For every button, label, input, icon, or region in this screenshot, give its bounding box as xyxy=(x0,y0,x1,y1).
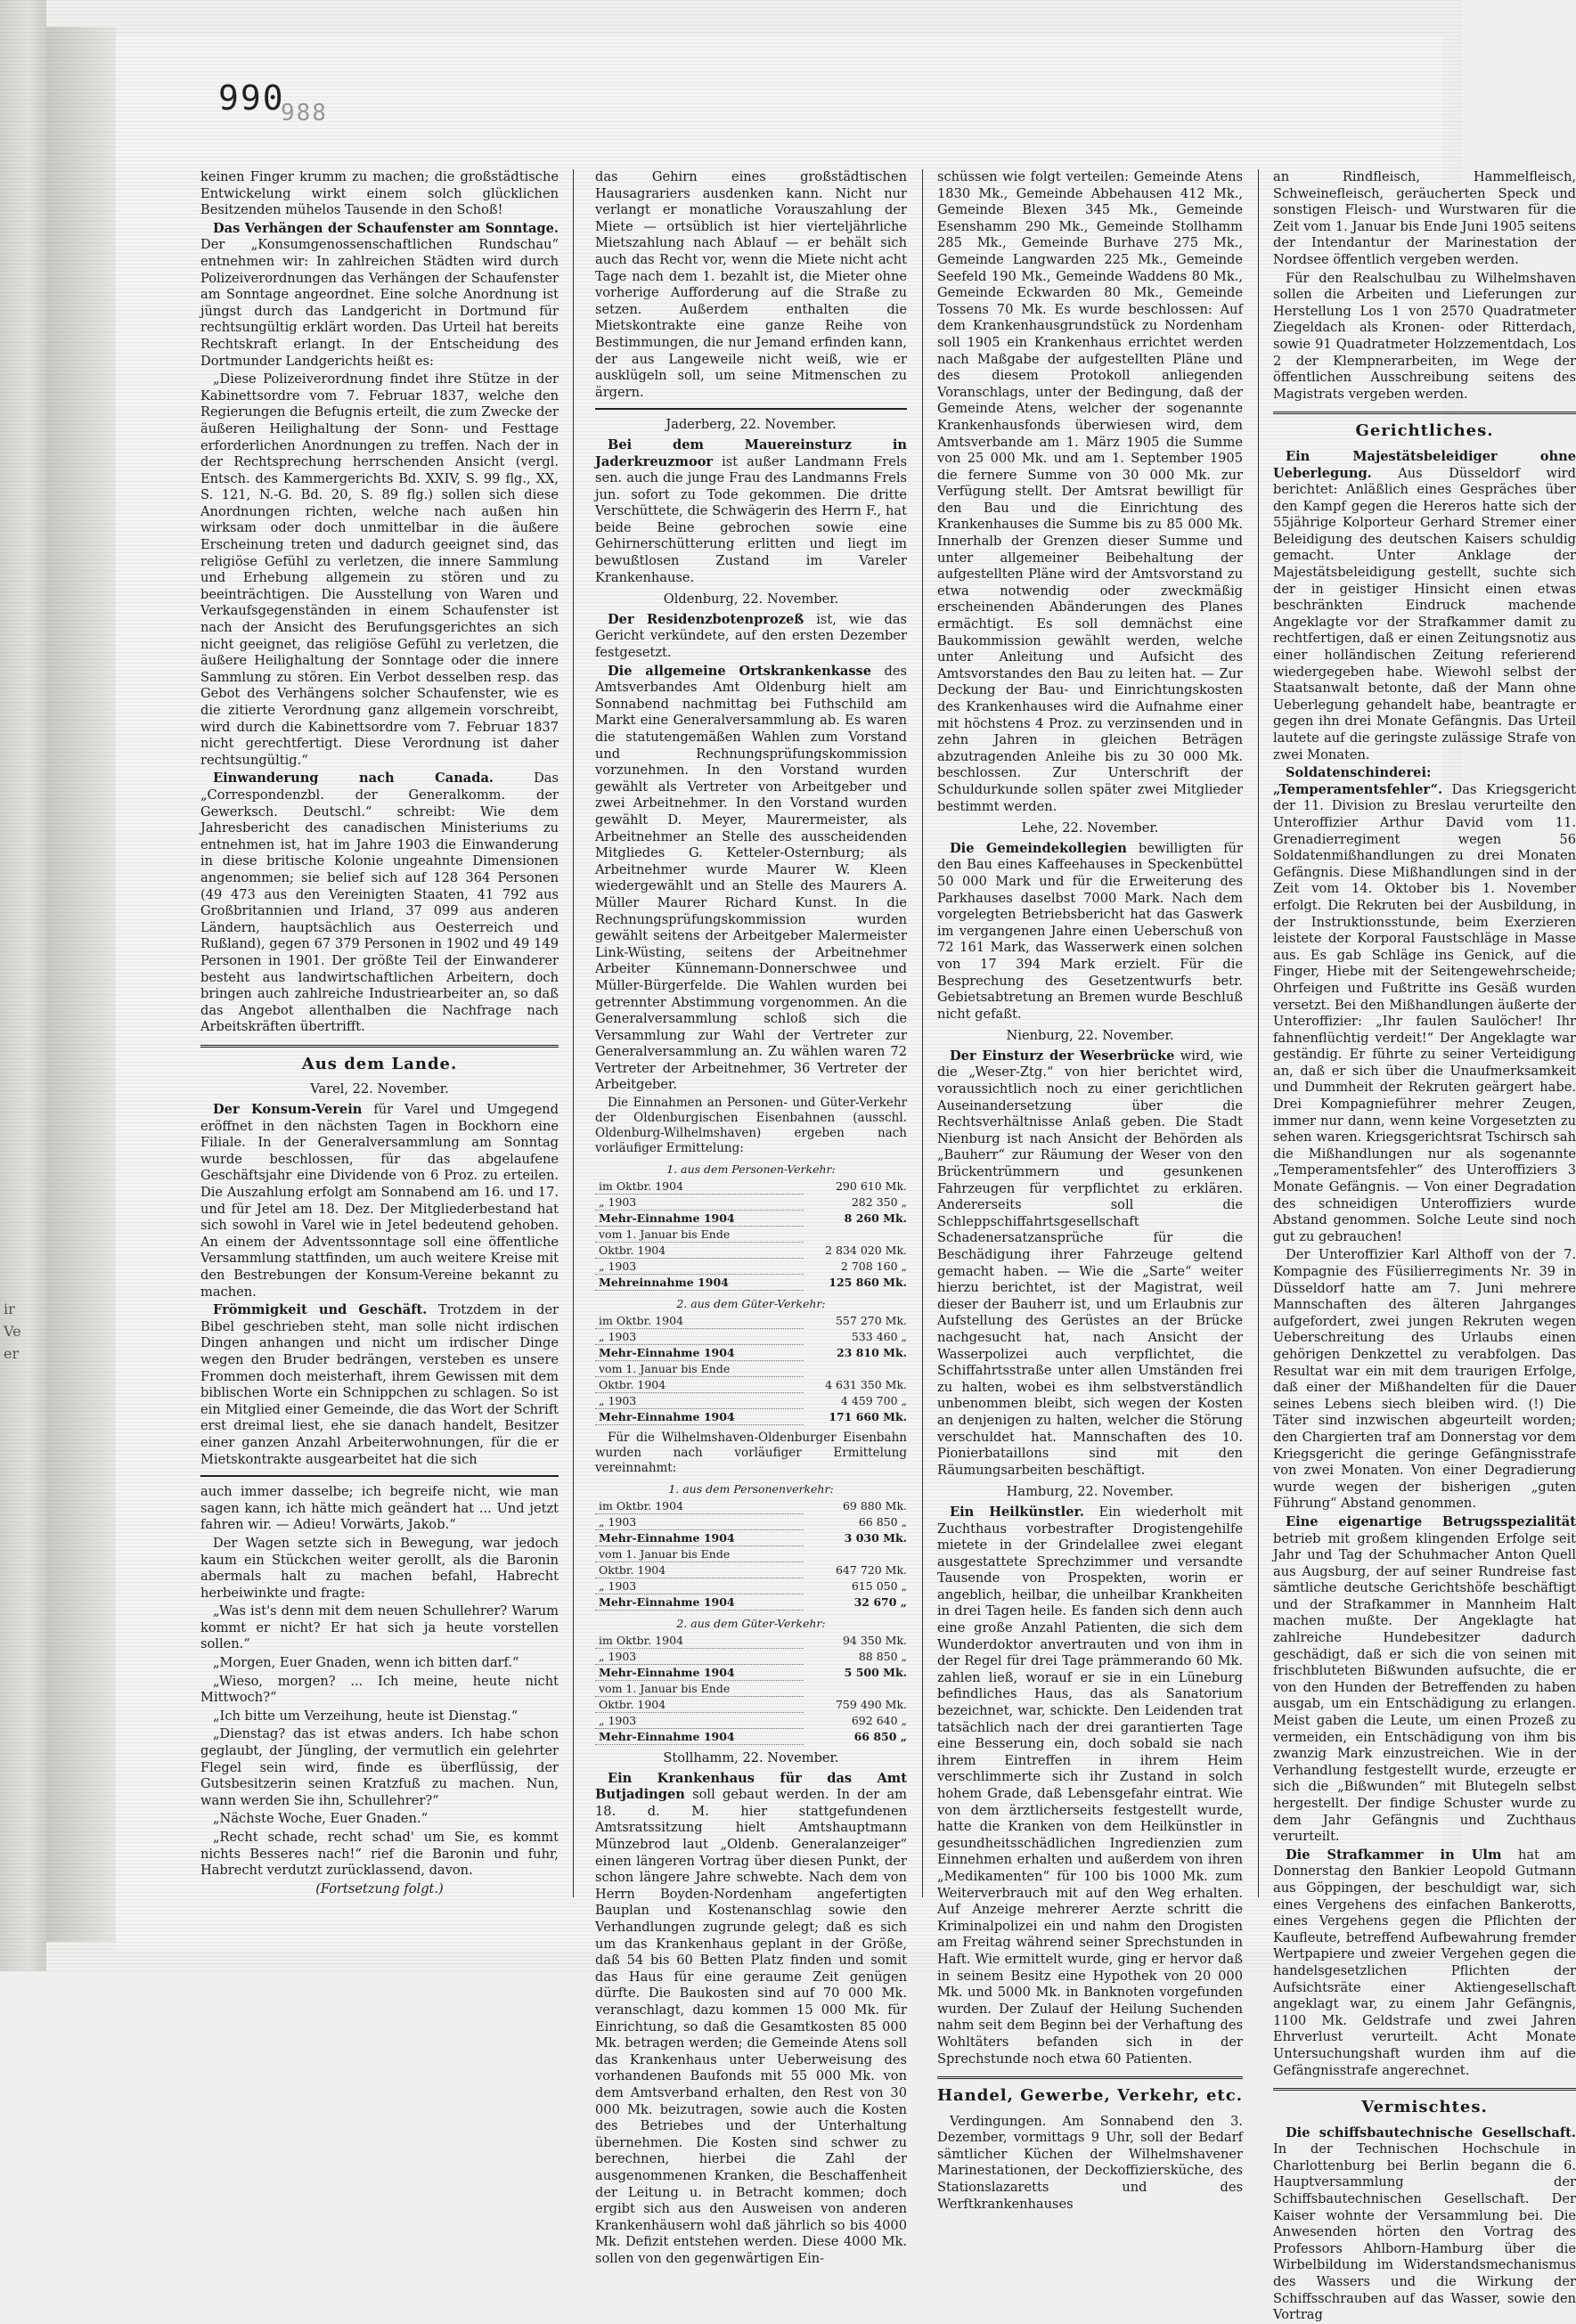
row-label: im Oktbr. 1904 xyxy=(595,1498,804,1514)
article-jaderberg xyxy=(595,437,907,586)
paragraph: Die Einnahmen an Personen- und Güter-Verkehr der Oldenburgischen Eisenbahnen (ausschl. Oldenburg-Wilhelmshaven) ergeben nach vorläufiger Ermittelung: xyxy=(595,1096,907,1156)
row-value: 647 720 Mk. xyxy=(835,1563,907,1578)
article-headline: Die Strafkammer in Ulm xyxy=(1286,1847,1502,1863)
row-value: 66 850 „ xyxy=(858,1515,907,1529)
article-body: Der „Konsumgenossenschaftlichen Rundschau“ entnehmen wir: In zahlreichen Städten wird durch Polizeiverordnungen das Verhängen der Schaufenster am Sonntage angeordnet. Eine solche Anordnung ist jüngst durch das Landgericht in Dortmund für rechtsungültig erklärt worden. Das Urteil hat bereits Rechtskraft erlangt. In der Entscheidung des Dortmunder Landgerichts heißt es: xyxy=(200,237,559,369)
article-headline: Ein Krankenhaus für das Amt Butjadingen xyxy=(595,1770,907,1803)
table-row xyxy=(595,1498,907,1514)
article-body: ist außer Landmann Frels sen. auch die junge Frau des Landmanns Frels jun. sofort zu Tode gekommen. Die dritte Verschüttete, die Schwägerin des Herrn F., hat beide Beine gebrochen sowie eine Gehirnerschütterung erlitten und liegt im bewußtlosen Zustand im Vareler Krankenhause. xyxy=(595,453,908,585)
row-label: im Oktbr. 1904 xyxy=(595,1633,804,1649)
article-headline: Die allgemeine Ortskrankenkasse xyxy=(608,663,872,679)
table-row xyxy=(595,1345,907,1361)
row-label: „ 1903 xyxy=(595,1578,804,1594)
row-label: „ 1903 xyxy=(595,1514,804,1530)
row-value: 282 350 „ xyxy=(851,1195,907,1210)
spine-fragment: Ve xyxy=(4,1323,21,1340)
table-heading: 2. aus dem Güter-Verkehr: xyxy=(676,1617,826,1631)
article-body: hat am Donnerstag den Bankier Leopold Gutmann aus Göppingen, der beschuldigt war, sich eines Vergehens des einfachen Bankerotts, eines Vergehens gegen die Pflichten der Kaufleute, betreffend Aufbewahrung fremder Wertpapiere und zweier Vergehen gegen die handelsgesetzlichen Pflichten der Aufsichtsräte einer Aktiengesellschaft angeklagt war, zu einem Jahr Gefängnis, 1100 Mk. Geldstrafe und zwei Jahren Ehrverlust verurteilt. Acht Monate Untersuchungshaft wurden ihm auf die Gefängnisstrafe angerechnet. xyxy=(1273,1847,1576,2078)
feuilleton-paragraph: „Wieso, morgen? ... Ich meine, heute nicht Mittwoch?“ xyxy=(200,1673,559,1706)
column-4 xyxy=(1273,169,1576,2323)
article-headline: Die schiffsbautechnische Gesellschaft. xyxy=(1286,2124,1576,2141)
column-rule xyxy=(922,169,923,1897)
page-edge-shadow xyxy=(46,27,116,1942)
row-value: 66 850 „ xyxy=(853,1730,907,1744)
table-row xyxy=(595,1361,907,1377)
dateline: Stollhamm, 22. November. xyxy=(663,1750,839,1766)
article-body: In der Technischen Hochschule in Charlottenburg bei Berlin begann die 6. Hauptversammlung der Schiffsbautechnischen Gesellschaft. Der Kaiser wohnte der Versammlung bei. Die Anwesenden hörten den Vortrag des Professors Ahlborn-Hamburg über die Wirbelbildung im Widerstandsmechanismus des Wassers und die Wirkung der Schiffsschrauben auf das Wasser, sowie den Vortrag xyxy=(1273,2141,1576,2323)
table-row xyxy=(595,1329,907,1345)
article-headline: Die Gemeindekollegien xyxy=(950,840,1127,856)
article-lehe xyxy=(937,841,1243,1023)
row-value: 3 030 Mk. xyxy=(844,1531,907,1545)
column-3 xyxy=(937,169,1244,2212)
paragraph: an Rindfleisch, Hammelfleisch, Schweinefleisch, geräucherten Speck und sonstigen Fleisch- und Wurstwaren für die Zeit vom 1. Januar bis Ende Juni 1905 seitens der Intendantur der Marinestation der Nordsee öffentlich vergeben werden. xyxy=(1273,169,1576,267)
section-heading: Gerichtliches. xyxy=(1355,421,1494,441)
row-label: „ 1903 xyxy=(595,1195,804,1211)
row-label: Oktbr. 1904 xyxy=(595,1697,804,1713)
book-binding xyxy=(0,0,46,1971)
revenue-table-wilh-gueter xyxy=(595,1616,907,1745)
paragraph: Für den Realschulbau zu Wilhelmshaven sollen die Arbeiten und Lieferungen zur Herstellung Los 1 von 2570 Quadratmeter Ziegeldach als Kronen- oder Ritterdach, sowie 91 Quadratmeter Holzzementdach, Los 2 der Klempnerarbeiten, im Wege der öffentlichen Ausschreibung seitens des Magistrats vergeben werden. xyxy=(1273,270,1576,402)
table-row xyxy=(595,1729,907,1745)
dateline: Hamburg, 22. November. xyxy=(1006,1484,1174,1500)
table-row xyxy=(595,1211,907,1227)
row-value xyxy=(809,1361,907,1377)
table-row xyxy=(595,1178,907,1195)
row-label: „ 1903 xyxy=(595,1329,804,1345)
row-label: Mehr-Einnahme 1904 xyxy=(595,1665,804,1681)
section-heading: Handel, Gewerbe, Verkehr, etc. xyxy=(937,2086,1243,2106)
row-label: vom 1. Januar bis Ende xyxy=(595,1227,804,1243)
article-headline: Der Einsturz der Weserbrücke xyxy=(950,1048,1175,1064)
article-body: betrieb mit großem klingenden Erfolge seit Jahr und Tag der Schuhmacher Anton Quell aus Augsburg, der auf seiner Rundreise fast sämtliche deutsche Gerichtshöfe beschäftigt und der Strafkammer in Mannheim Halt machen mußte. Der Angeklagte hat zahlreiche Hundebesitzer dadurch geschädigt, daß er sich die von seinen mit frischbluteten Bißwunden aufsuchte, die er von den Hunden der Betreffenden zu haben ausgab, um ein Entschädigung zu erlangen. Meist gaben die Leute, um einen Prozeß zu vermeiden, ein Entschädigung von ihm bis zwanzig Mark einzustreichen. Wie in der Verhandlung festgestellt wurde, erzeugte er sich die „Bißwunden“ mit Blutegeln selbst hergestellt. Der findige Schuster wurde zu dem Jahr Gefängnis und Zuchthaus verurteilt. xyxy=(1273,1530,1576,1845)
table-row xyxy=(595,1313,907,1329)
article-body: soll gebaut werden. In der am 18. d. M. hier stattgefundenen Amtsratssitzung hielt Amtshauptmann Münzebrod laut „Oldenb. Generalanzeiger“ einen längeren Vortrag über diesen Punkt, der schon längere Jahre schwebte. Nach dem von Herrn Boyden-Nordenham angefertigten Bauplan und Kostenanschlag sowie den Verhandlungen zugrunde gelegt; daß es sich um das Krankenhaus geplant in der Größe, daß 54 bis 60 Betten Platz finden und somit das Haus für eine geraume Zeit genügen dürfte. Die Baukosten sind auf 70 000 Mk. veranschlagt, dazu kommen 15 000 Mk. für Einrichtung, so daß die Gesamtkosten 85 000 Mk. betragen werden; die Gemeinde Atens soll das Krankenhaus unter Ueberweisung des vorhandenen Baufonds mit 55 000 Mk. von dem Amtsverband erhalten, den Rest von 30 000 Mk. beizutragen, sowie auch die Kosten des Betriebes und der Unterhaltung übernehmen. Die Kosten sind schwer zu berechnen, hierbei die Zahl der ausgenommenen Kranken, die Beschaffenheit der Leitung u. in Betracht kommen; doch ergibt sich aus den Ausweisen von anderen Krankenhäusern wohl daß jährlich so bis 4000 Mk. Defizit entstehen werden. Diese 4000 Mk. sollen von den gegenwärtigen Ein- xyxy=(595,1787,908,2266)
row-value: 615 050 „ xyxy=(851,1579,907,1594)
feuilleton-divider xyxy=(200,1475,559,1477)
article-schaufenster xyxy=(200,221,559,370)
row-label: vom 1. Januar bis Ende xyxy=(595,1681,804,1697)
section-heading: Aus dem Lande. xyxy=(301,1054,458,1073)
article-body: bewilligten für den Bau eines Kaffeehauses in Speckenbüttel 50 000 Mark und für die Erweiterung des Parkhauses daselbst 7000 Mark. Nach dem vorgelegten Betriebsbericht hat das Gaswerk im vergangenen Jahre einen Ueberschuß von 72 161 Mark, das Wasserwerk einen solchen von 17 394 Mark erzielt. Für die Besprechung des Gesetzentwurfs betr. Gebietsabtretung an Bremen wurde Beschluß nicht gefaßt. xyxy=(937,840,1244,1022)
table-heading: 1. aus dem Personen-Verkehr: xyxy=(666,1162,836,1177)
article-body: des Amtsverbandes Amt Oldenburg hielt am Sonnabend nachmittag bei Futhschild am Markt eine Generalversammlung ab. Es waren die statutengemäßen Wahlen zum Vorstand und Rechnungsprüfungskommission vorzunehmen. In den Vorstand wurden gewählt als Vertreter von Arbeitgeber und zwei Arbeitnehmer. In den Vorstand wurden gewählt D. Meyer, Maurermeister, als Arbeitnehmer an Stelle des ausscheidenden Mitgliedes G. Ketteler-Osternburg; als Arbeitnehmer wurde Maurer W. Kleen wiedergewählt und an Stelle des Maurers A. Müller Maurer Richard Kunst. In die Rechnungsprüfungskommission wurden gewählt seitens der Arbeitgeber Malermeister Link-Wüsting, seitens der Arbeitnehmer Arbeiter Künnemann-Donnerschwee und Müller-Bürgerfelde. Die Wahlen wurden bei getrennter Abstimmung vorgenommen. An die Generalversammlung schloß sich die Versammlung zur Wahl der Vertreter zur Generalversammlung an. Zu wählen waren 72 Vertreter der Arbeitnehmer, 36 Vertreter der Arbeitgeber. xyxy=(595,663,907,1093)
section-heading: Vermischtes. xyxy=(1361,2098,1488,2117)
table-row xyxy=(595,1259,907,1275)
article-ortskrankenkasse xyxy=(595,664,907,1094)
table-row xyxy=(595,1633,907,1649)
table-row xyxy=(595,1665,907,1681)
row-label: „ 1903 xyxy=(595,1713,804,1729)
article-canada xyxy=(200,771,559,1036)
article-schiffbau xyxy=(1273,2125,1576,2324)
feuilleton-paragraph: „Ich bitte um Verzeihung, heute ist Dienstag.“ xyxy=(213,1708,519,1724)
revenue-table-personen xyxy=(595,1162,907,1291)
row-label: Mehreinnahme 1904 xyxy=(595,1275,804,1291)
article-headline: Ein Majestätsbeleidiger ohne Ueberlegung. xyxy=(1273,448,1576,481)
column-1 xyxy=(200,169,559,1906)
feuilleton-paragraph: „Nächste Woche, Euer Gnaden.“ xyxy=(213,1811,429,1827)
row-value xyxy=(809,1681,907,1697)
row-value: 4 631 350 Mk. xyxy=(825,1378,907,1392)
dateline: Jaderberg, 22. November. xyxy=(666,417,837,433)
paragraph: schüssen wie folgt verteilen: Gemeinde Atens 1830 Mk., Gemeinde Abbehausen 412 Mk., Gemeinde Blexen 345 Mk., Gemeinde Esenshamm 290 Mk., Gemeinde Stollhamm 285 Mk., Gemeinde Burhave 275 Mk., Gemeinde Langwarden 225 Mk., Gemeinde Seefeld 190 Mk., Gemeinde Waddens 80 Mk., Gemeinde Eckwarden 80 Mk., Gemeinde Tossens 70 Mk. Es wurde beschlossen: Auf dem Krankenhausgrundstück zu Nordenham soll 1905 ein Krankenhaus errichtet werden nach Maßgabe der aufgestellten Pläne und des diesem Protokoll anliegenden Voranschlags, unter der Bedingung, daß der Gemeinde Atens, welcher der sogenannte Krankenhausfonds überwiesen wird, dem Amtsverbande am 1. März 1905 die Summe von 25 000 Mk. und am 1. September 1905 die fernere Summe von 30 000 Mk. zur Verfügung stellt. Der Amtsrat bewilligt für den Bau und die Einrichtung des Krankenhauses die Summe bis zu 85 000 Mk. Innerhalb der Grenzen dieser Summe und unter allgemeiner Beibehaltung der aufgestellten Pläne wird der Amtsvorstand zu etwa notwendig oder zweckmäßig erscheinenden Abänderungen des Planes ermächtigt. Es soll demnächst eine Baukommission gewählt werden, welche unter Anleitung und Aufsicht des Amtsvorstandes den Bau zu leiten hat. — Zur Deckung der Bau- und Einrichtungskosten des Krankenhauses wird die Aufnahme einer mit höchstens 4 Proz. zu verzinsenden und in zehn Jahren in gleichen Beträgen abzutragenden Anleihe bis zu 30 000 Mk. beschlossen. Zur Unterschrift der Schuldurkunde sollen später zwei Mitglieder bestimmt werden. xyxy=(937,169,1243,814)
row-label: vom 1. Januar bis Ende xyxy=(595,1361,804,1377)
row-value: 94 350 Mk. xyxy=(842,1634,907,1648)
section-divider xyxy=(1273,412,1576,414)
article-headline: Der Konsum-Verein xyxy=(213,1102,363,1118)
paragraph: keinen Finger krumm zu machen; die großstädtische Entwickelung wirkt einem solch glücklichen Besitzenden mühelos Tausende in den Schoß! xyxy=(200,169,559,218)
section-divider xyxy=(1273,2088,1576,2091)
row-value: 171 660 Mk. xyxy=(829,1410,907,1424)
row-label: Oktbr. 1904 xyxy=(595,1243,804,1259)
row-value: 32 670 „ xyxy=(853,1595,907,1610)
column-2 xyxy=(595,169,908,2266)
dateline: Nienburg, 22. November. xyxy=(1006,1028,1174,1044)
feuilleton-paragraph: Der Wagen setzte sich in Bewegung, war jedoch kaum ein Stückchen weiter gerollt, als die Baronin abermals halt zu machen befahl, Habrecht herbeiwinkte und fragte: xyxy=(200,1535,559,1601)
article-headline: Das Verhängen der Schaufenster am Sonntage. xyxy=(213,220,559,236)
article-froemmigkeit xyxy=(200,1302,559,1468)
article-body: Das Kriegsgericht der 11. Division zu Breslau verurteilte den Unteroffizier Arthur David vom 11. Grenadierregiment wegen 56 Soldatenmißhandlungen zu drei Monaten Gefängnis. Diese Mißhandlungen sind in der Zeit vom 14. Oktober bis 1. November erfolgt. Die Rekruten bei der Ausbildung, in der Instruktionsstunde, beim Exerzieren leistete der Korporal Faustschläge in Masse aus. Es gab Schläge ins Genick, auf die Finger, Hiebe mit der Seitengewehrscheide; Ohrfeigen und Fußtritte ins Gesäß wurden versetzt. Bei den Mißhandlungen äußerte der Unteroffizier: „Ihr faulen Saulöcher! Ihr fahnenflüchtig verdeit!“ Der Angeklagte war geständig. Er führte zu seiner Verteidigung an, daß er sich über die Unaufmerksamkeit und Dummheit der Rekruten geärgert habe. Drei Kompagnieführer mehrer Zeugen, immer nur dann, wenn keine Vorgesetzten zu sehen waren. Kriegsgerichtsrat Tschirsch sah die Mißhandlungen nur als sogenannte „Temperamentsfehler“ des Unteroffiziers 3 Monate Gefängnis. — Von einer Degradation des schneidigen Unteroffiziers wurde Abstand genommen. Solche Leute sind noch gut zu gebrauchen! xyxy=(1273,781,1576,1244)
row-value: 125 860 Mk. xyxy=(829,1276,907,1290)
row-label: Mehr-Einnahme 1904 xyxy=(595,1594,804,1610)
article-nienburg xyxy=(937,1048,1243,1479)
row-label: Oktbr. 1904 xyxy=(595,1562,804,1578)
row-label: Mehr-Einnahme 1904 xyxy=(595,1409,804,1425)
row-value: 23 810 Mk. xyxy=(836,1346,907,1360)
article-headline: Soldatenschinderei: „Temperamentsfehler“. xyxy=(1273,765,1443,797)
article-stollhamm xyxy=(595,1771,907,2268)
row-label: vom 1. Januar bis Ende xyxy=(595,1546,804,1562)
table-row xyxy=(595,1377,907,1393)
article-betrug xyxy=(1273,1514,1576,1846)
article-body: Aus Düsseldorf wird berichtet: Anläßlich eines Gespräches über den Kampf gegen die Hereros hatte sich der 55jährige Kolporteur Gerhard Stremer einer Beleidigung des deutschen Kaisers schuldig gemacht. Unter Anklage der Majestätsbeleidigung gestellt, suchte sich der in geistiger Hinsicht einen etwas beschränkten Eindruck machende Angeklagte vor der Strafkammer damit zu rechtfertigen, daß er einen Zeitungsnotiz aus einer holländischen Zeitung referierend wiedergegeben habe. Wiewohl selbst der Staatsanwalt betonte, daß der Mann ohne Ueberlegung gehandelt habe, beantragte er gegen ihn drei Monate Gefängnis. Das Urteil lautete auf die geringste zulässige Strafe von zwei Monaten. xyxy=(1273,465,1576,762)
article-headline: Eine eigenartige Betrugsspezialität xyxy=(1286,1513,1576,1529)
article-hamburg xyxy=(937,1504,1243,2067)
page-number: 990 xyxy=(218,78,285,118)
revenue-table-gueter xyxy=(595,1296,907,1425)
article-ulm xyxy=(1273,1847,1576,2079)
feuilleton-paragraph: „Recht schade, recht schad' um Sie, es kommt nichts Besseres nach!“ rief die Baronin und fuhr, Habrecht verdutzt zurücklassend, davon. xyxy=(200,1830,559,1879)
table-row xyxy=(595,1227,907,1243)
row-value: 2 834 020 Mk. xyxy=(825,1244,907,1258)
table-heading: 1. aus dem Personenverkehr: xyxy=(668,1482,834,1496)
row-value xyxy=(809,1227,907,1243)
row-value: 759 490 Mk. xyxy=(835,1698,907,1712)
row-label: Mehr-Einnahme 1904 xyxy=(595,1345,804,1361)
article-soldaten xyxy=(1273,765,1576,1245)
article-majestaet xyxy=(1273,449,1576,763)
row-value: 5 500 Mk. xyxy=(844,1666,907,1680)
continuation-note: (Fortsetzung folgt.) xyxy=(315,1880,444,1896)
row-label: „ 1903 xyxy=(595,1649,804,1665)
table-row xyxy=(595,1275,907,1291)
row-value: 557 270 Mk. xyxy=(835,1314,907,1328)
feuilleton xyxy=(200,1484,559,1897)
article-headline: Bei dem Mauereinsturz in Jaderkreuzmoor xyxy=(595,436,907,469)
article-body: für Varel und Umgegend eröffnet in den nächsten Tagen in Bockhorn eine Filiale. In der Generalversammlung am Sonntag wurde beschlossen, für das abgelaufene Geschäftsjahr eine Dividende von 6 Proz. zu erteilen. Die Auszahlung erfolgt am Sonnabend am 16. und 17. und für Jetel am 18. Dez. Der Mitgliederbestand hat sich sowohl in Varel wie in Jetel bedeutend gehoben. An einem der Adventssonntage soll eine öffentliche Versammlung stattfinden, um auch weitere Kreise mit den Bestrebungen der Konsum-Vereine bekannt zu machen. xyxy=(200,1102,559,1300)
section-divider xyxy=(937,2076,1243,2079)
table-row xyxy=(595,1562,907,1578)
row-value: 533 460 „ xyxy=(851,1330,907,1344)
table-row xyxy=(595,1594,907,1610)
article-headline: Ein Heilkünstler. xyxy=(950,1504,1084,1520)
feuilleton-paragraph: „Was ist's denn mit dem neuen Schullehrer? Warum kommt er nicht? Er hat sich ja heute vorstellen sollen.“ xyxy=(200,1603,559,1652)
table-row xyxy=(595,1578,907,1594)
row-value xyxy=(809,1546,907,1562)
column-rule xyxy=(1258,169,1259,1897)
paragraph: „Diese Polizeiverordnung findet ihre Stütze in der Kabinettsordre vom 7. Februar 1837, welche den Regierungen die Befugnis erteilt, die zum Zwecke der äußeren Heilighaltung der Sonn- und Festtage erforderlichen Anordnungen zu treffen. Nach der in der Rechtsprechung herrschenden Ansicht (vergl. Entsch. des Kammergerichts Bd. XXIV, S. 99 flg., XX, S. 121, N.-G. Bd. 20, S. 89 flg.) sollen sich diese Anordnungen richten, welche nach außen hin wirksam oder doch unmittelbar in die äußere Erscheinung treten und dadurch geeignet sind, das religiöse Gefühl zu verletzen, die innere Sammlung und Erhebung allgemein zu stören und zu beeinträchtigen. Die Ausstellung von Waren und Verkaufsgegenständen in einem Schaufenster ist nach der Ansicht des Berufungsgerichtes an sich nicht geeignet, das religiöse Gefühl zu verletzen, die äußere Heilighaltung der Sonntage oder die innere Sammlung zu stören. Ein Verbot desselben resp. das Gebot des Verhängens solcher Schaufenster, wie es die zitierte Verordnung ganz allgemein vorschreibt, wird durch die Kabinettsordre vom 7. Februar 1837 nicht gerechtfertigt. Diese Verordnung ist daher rechtsungültig.“ xyxy=(200,371,559,768)
dateline: Lehe, 22. November. xyxy=(1021,820,1159,836)
page-number-bleedthrough: 988 xyxy=(281,100,328,126)
row-value: 8 260 Mk. xyxy=(844,1211,907,1226)
article-body: ist, wie das Gericht verkündete, auf den ersten Dezember festgesetzt. xyxy=(595,611,908,661)
feuilleton-paragraph: auch immer dasselbe; ich begreife nicht, wie man sagen kann, ich hätte mich geändert hat ... Und jetzt fahren wir. — Adieu! Vorwärts, Jakob.“ xyxy=(200,1484,559,1533)
row-label: „ 1903 xyxy=(595,1393,804,1409)
column-rule xyxy=(573,169,574,1897)
article-body: Ein wiederholt mit Zuchthaus vorbestrafter Drogistengehilfe mietete in der Grindelallee zwei elegant ausgestattete Sprechzimmer und versandte Tausende von Prospekten, worin er angeblich, heilbar, die unheilbar Krankheiten in drei Tagen heile. Es fanden sich denn auch eine große Anzahl Patienten, die sich dem Wunderdoktor anvertrauten und von ihm in der Regel für drei Tage prämmerando 60 Mk. zahlen ließ, worauf er sie in ein Lüneburg befindliches Haus, das als Sanatorium bezeichnet, war, schickte. Den Leidenden trat tatsächlich nach der drei garantierten Tage eine Besserung ein, doch sobald sie nach ihrem Eintreffen in ihrem Heim verschlimmerte sich ihr Zustand in solch hohem Grade, daß Lebensgefahr eintrat. Wie von dem ärztlicherseits festgestellt wurde, hatte die Kranken von dem Heilkünstler in gesundheitsschädlichen Ingredienzien zum Einnehmen erhalten und außerdem von ihren „Medikamenten“ für 100 bis 1000 Mk. zum Weiterverbrauch mit auf den Weg erhalten. Auf Anzeige mehrerer Aerzte schritt die Kriminalpolizei ein und nahm den Drogisten am Freitag während seiner Sprechstunden in Haft. Wie ermittelt wurde, ging er hervor daß in seinem Besitz eine Hypothek von 20 000 Mk. und 5000 Mk. in Banknoten vorgefunden wurden. Der Zulauf der Heilung Suchenden nahm seit dem Beginn bei der Verhaftung des Wohltäters befanden sich in der Sprechstunde noch etwa 60 Patienten. xyxy=(937,1504,1243,2067)
article-residenz xyxy=(595,612,907,662)
row-value: 88 850 „ xyxy=(858,1650,907,1664)
feuilleton-paragraph: „Morgen, Euer Gnaden, wenn ich bitten darf.“ xyxy=(213,1655,519,1671)
row-value: 692 640 „ xyxy=(851,1714,907,1728)
article-body: wird, wie die „Weser-Ztg.“ von hier berichtet wird, voraussichtlich noch zu einer gerichtlichen Auseinandersetzung über die Rechtsverhältnisse Anlaß geben. Die Stadt Nienburg ist nach Ansicht der Behörden als „Bauherr“ zur Räumung der Weser von den Brückentrümmern und gesunkenen Fahrzeugen für verpflichtet zu erklären. Andererseits soll die Schleppschiffahrtsgesellschaft Schadenersatzansprüche für die Beschädigung ihrer Fahrzeuge geltend gemacht haben. — Wie die „Sarte“ weiter hierzu berichtet, ist der Magistrat, weil dieser der Bauherr ist, und um Erlaubnis zur Aufstellung des Gerüstes an der Brücke nachgesucht hat, nach Ansicht der Wasserpolizei auch verpflichtet, die Schiffahrtsstraße unter allen Umständen frei zu halten, wobei es ihm selbstverständlich unbenommen bleibt, sich wegen der Kosten an denjenigen zu halten, welcher die Störung verschuldet hat. Mannschaften des 10. Pionierbataillons sind mit den Räumungsarbeiten beschäftigt. xyxy=(937,1048,1243,1478)
row-value: 69 880 Mk. xyxy=(842,1499,907,1513)
table-row xyxy=(595,1681,907,1697)
paragraph: Für die Wilhelmshaven-Oldenburger Eisenbahn wurden nach vorläufiger Ermittelung vereinnahmt: xyxy=(595,1431,907,1476)
article-headline: Einwanderung nach Canada. xyxy=(213,771,494,787)
table-row xyxy=(595,1393,907,1409)
article-divider xyxy=(595,408,907,410)
row-value: 2 708 160 „ xyxy=(840,1260,907,1274)
section-divider xyxy=(200,1045,559,1048)
row-label: Mehr-Einnahme 1904 xyxy=(595,1729,804,1745)
row-label: Mehr-Einnahme 1904 xyxy=(595,1530,804,1546)
table-row xyxy=(595,1409,907,1425)
table-heading: 2. aus dem Güter-Verkehr: xyxy=(676,1297,826,1311)
row-value: 290 610 Mk. xyxy=(835,1179,907,1194)
spine-fragment: er xyxy=(4,1345,20,1362)
row-label: Oktbr. 1904 xyxy=(595,1377,804,1393)
paragraph: Verdingungen. Am Sonnabend den 3. Dezember, vormittags 9 Uhr, soll der Bedarf sämtlicher Küchen der Wilhelmshavener Marinestationen, der Deckoffiziersküche, des Stationslazaretts und des Werftkrankenhauses xyxy=(937,2113,1243,2212)
dateline: Oldenburg, 22. November. xyxy=(663,591,839,608)
table-row xyxy=(595,1243,907,1259)
article-konsum xyxy=(200,1102,559,1301)
article-headline: Frömmigkeit und Geschäft. xyxy=(213,1302,428,1318)
feuilleton-paragraph: „Dienstag? das ist etwas anders. Ich habe schon geglaubt, der Jüngling, der vermutlich ein gelehrter Flegel sein wird, finde es überflüssig, der Gutsbesitzerin seinen Kratzfuß zu machen. Nun, wann werden Sie ihn, Schullehrer?“ xyxy=(200,1726,559,1808)
dateline: Varel, 22. November. xyxy=(310,1081,449,1097)
row-value: 4 459 700 „ xyxy=(840,1394,907,1408)
table-row xyxy=(595,1697,907,1713)
paragraph: das Gehirn eines großstädtischen Hausagrariers ausdenken kann. Nicht nur verlangt er monatliche Vorauszahlung der Miete — ortsüblich ist hier vierteljährliche Mietszahlung nach Ablauf — er behält sich auch das Recht vor, wenn die Miete nicht acht Tage nach dem 1. bezahlt ist, die Mieter ohne vorherige Aufforderung auf die Straße zu setzen. Außerdem enthalten die Mietskontrakte eine ganze Reihe von Bestimmungen, die nur Jemand erfinden kann, der aus Langeweile nicht weiß, wie er ausklügeln soll, um seine Mitmenschen zu ärgern. xyxy=(595,169,907,400)
table-row xyxy=(595,1514,907,1530)
article-body: Das „Correspondenzbl. der Generalkomm. der Gewerksch. Deutschl.“ schreibt: Wie dem Jahresbericht des canadischen Ministeriums zu entnehmen ist, hat im Jahre 1903 die Einwanderung in diese britische Kolonie ungeahnte Dimensionen angenommen; sie belief sich auf 128 364 Personen (49 473 aus den Vereinigten Staaten, 41 792 aus Großbritannien und Irland, 37 099 aus anderen Ländern, hauptsächlich aus Oesterreich und Rußland), gegen 67 379 Personen in 1902 und 49 149 Personen in 1901. Der größte Teil der Einwanderer besteht aus landwirtschaftlichen Arbeitern, doch bringen auch zahlreiche Industriearbeiter an, so daß das Angebot allenthalben die Nachfrage nach Arbeitskräften übertrifft. xyxy=(200,771,559,1035)
table-row xyxy=(595,1530,907,1546)
row-label: Mehr-Einnahme 1904 xyxy=(595,1211,804,1227)
article-headline: Der Residenzbotenprozeß xyxy=(608,611,804,627)
row-label: im Oktbr. 1904 xyxy=(595,1178,804,1195)
paragraph: Der Unteroffizier Karl Althoff von der 7. Kompagnie des Füsilierregiments Nr. 39 in Düsseldorf hatte am 7. Juni mehrere Mannschaften des älteren Jahrganges aufgefordert, zwei jungen Rekruten wegen Ueberschreitung des Urlaubs einen gehörigen Denkzettel zu verabfolgen. Das Resultat war ein mit dem traurigen Erfolge, daß einer der Mißhandelten für die Dauer seines Lebens siech bleiben wird. (!) Die Täter sind inzwischen abgeurteilt worden; den Chargierten traf am Donnerstag vor dem Kriegsgericht die geringe Gefängnisstrafe von zwei Monaten. Von einer Degradierung wurde wegen der bisherigen „guten Führung“ Abstand genommen. xyxy=(1273,1247,1576,1512)
article-body: Trotzdem in der Bibel geschrieben steht, man solle nicht irdischen Dingen anhangen und nicht um irdischer Dinge wegen den Bruder bedrängen, versteben es unsere Frommen doch meisterhaft, ihrem Gewissen mit dem biblischen Worte ein Schnippchen zu schlagen. So ist ein Mitglied einer Gemeinde, die das Wort der Schrift erst dreimal liest, ehe sie danach handelt, Besitzer einer ganzen Anzahl Arbeiterwohnungen, für die er Mietskontrakte ausgearbeitet hat die sich xyxy=(200,1302,559,1467)
revenue-table-wilh-personen xyxy=(595,1481,907,1610)
table-row xyxy=(595,1649,907,1665)
row-label: „ 1903 xyxy=(595,1259,804,1275)
newspaper-page xyxy=(116,36,1576,2323)
table-row xyxy=(595,1546,907,1562)
spine-fragment: ir xyxy=(4,1301,15,1317)
table-row xyxy=(595,1195,907,1211)
row-label: im Oktbr. 1904 xyxy=(595,1313,804,1329)
table-row xyxy=(595,1713,907,1729)
